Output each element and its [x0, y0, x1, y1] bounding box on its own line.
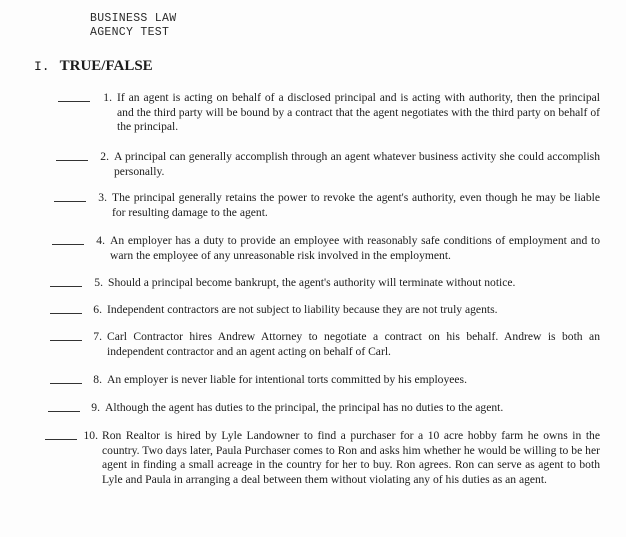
question-text: Ron Realtor is hired by Lyle Landowner to find a purchaser for a 10 acre hobby farm he owns in the country. Two days later, Paula Purchaser comes to Ron and asks him whether he would be willing to be her agent in finding a small acreage in the country for her to buy. Ron agrees. Ron can serve as agent to both Lyle and Paula in arranging a deal between them without violating any of his duties as an agent. [102, 429, 600, 486]
question-text: Independent contractors are not subject to liability because they are not truly agents. [107, 303, 498, 316]
answer-blank[interactable] [45, 439, 77, 440]
course-title: BUSINESS LAW [90, 12, 177, 25]
question-number: 4. [96, 234, 105, 247]
question-number: 6. [93, 303, 102, 316]
question-number: 5. [94, 276, 103, 289]
question-text: An employer is never liable for intentional torts committed by his employees. [107, 373, 467, 386]
question-text: A principal can generally accomplish through an agent whatever business activity she could accomplish personally. [114, 150, 600, 178]
question-number: 7. [93, 330, 102, 343]
answer-blank[interactable] [58, 101, 90, 102]
question-number: 9. [91, 401, 100, 414]
question-number: 10. [83, 429, 98, 442]
section-title: TRUE/FALSE [59, 58, 153, 74]
answer-blank[interactable] [50, 383, 82, 384]
answer-blank[interactable] [48, 411, 80, 412]
question-text: If an agent is acting on behalf of a disclosed principal and is acting with authority, then the principal and the third party will be bound by a contract that the agent negotiates with the third party on behalf of the principal. [117, 91, 600, 134]
answer-blank[interactable] [56, 160, 88, 161]
question-text: Should a principal become bankrupt, the agent's authority will terminate without notice. [108, 276, 516, 289]
question-text: The principal generally retains the power to revoke the agent's authority, even though he may be liable for resulting damage to the agent. [112, 191, 600, 219]
document-header [90, 12, 176, 40]
question-text: Carl Contractor hires Andrew Attorney to negotiate a contract on his behalf. Andrew is both an independent contractor and an agent acting on behalf of Carl. [107, 330, 600, 358]
answer-blank[interactable] [50, 313, 82, 314]
answer-blank[interactable] [50, 286, 82, 287]
question-text: Although the agent has duties to the principal, the principal has no duties to the agent. [105, 401, 504, 414]
question-number: 2. [100, 150, 109, 163]
test-title: AGENCY TEST [90, 26, 170, 39]
section-number: I. [34, 59, 50, 74]
answer-blank[interactable] [52, 244, 84, 245]
section-heading [34, 58, 153, 75]
question-number: 1. [103, 91, 112, 104]
answer-blank[interactable] [54, 201, 86, 202]
answer-blank[interactable] [50, 340, 82, 341]
question-text: An employer has a duty to provide an employee with reasonably safe conditions of employment and to warn the employee of any unreasonable risk involved in the employment. [110, 234, 600, 262]
question-number: 3. [98, 191, 107, 204]
question-number: 8. [93, 373, 102, 386]
